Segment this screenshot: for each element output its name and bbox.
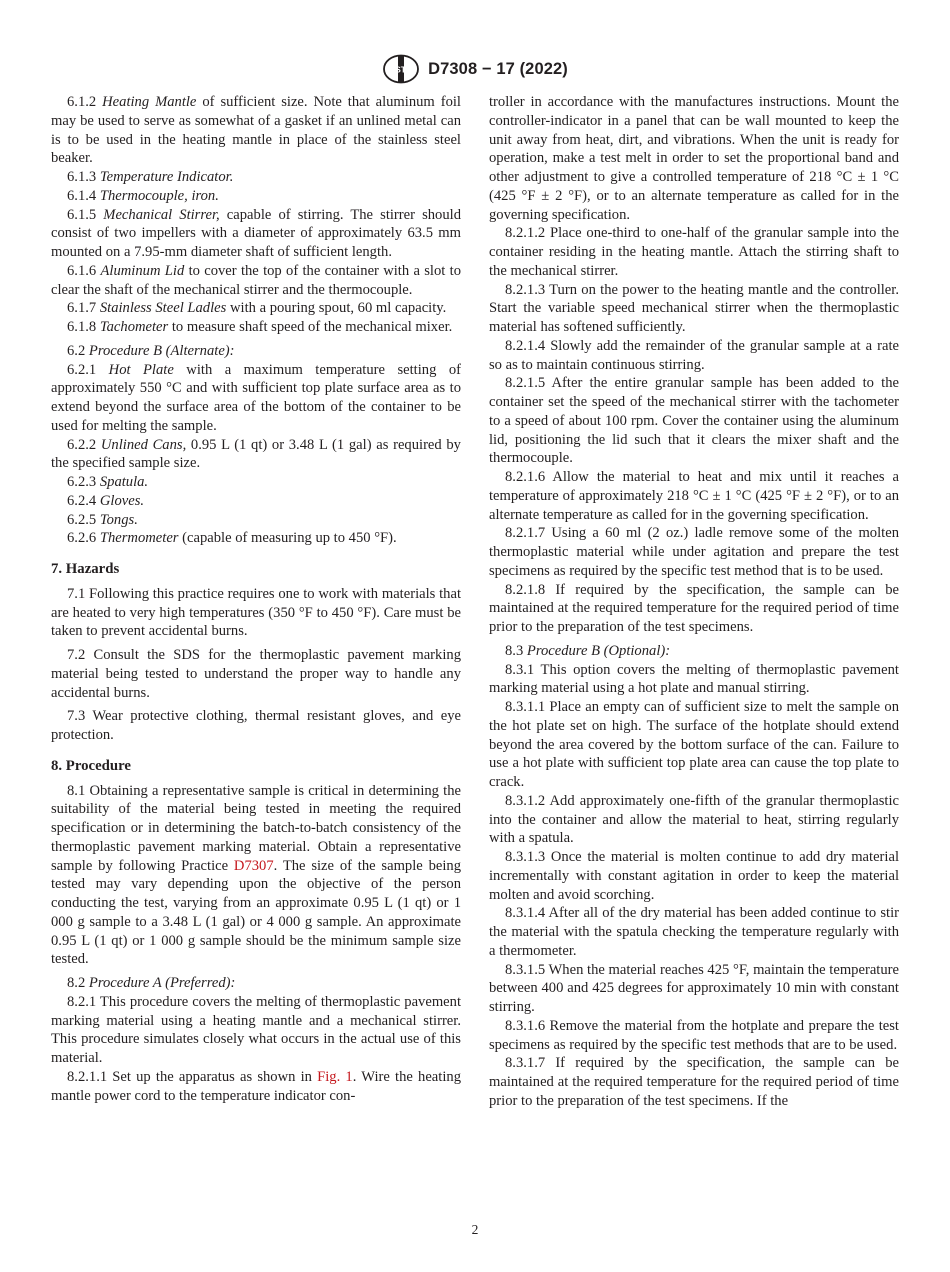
- para-8-2: 8.2 Procedure A (Preferred):: [67, 975, 236, 991]
- para-8-3-1-1: 8.3.1.1 Place an empty can of sufficient size to melt the sample on the hot plate set on high. The surface of the hotplate should extend beyond the area covered by the bottom surface of the can. Failure to use a hot plate with sufficient top plate area can cause the top plate to crack.: [489, 699, 899, 790]
- para-8-3: 8.3 Procedure B (Optional):: [505, 642, 671, 659]
- para-6-1-2: 6.1.2 Heating Mantle of sufficient size. Note that aluminum foil may be used to serve as somewhat of a gasket if an unlined metal can is to be used in the heating mantle in place of the stainless steel beaker.: [51, 94, 461, 167]
- para-6-2-1: 6.2.1 Hot Plate with a maximum temperature setting of approximately 550 °C and with sufficient top plate surface area as to extend beyond the surface area of the bottom of the container to be used for melting the sample.: [51, 361, 461, 434]
- svg-text:ASTM: ASTM: [389, 64, 414, 75]
- para-7-3: 7.3 Wear protective clothing, thermal resistant gloves, and eye protection.: [51, 708, 461, 743]
- document-designation: D7308 − 17 (2022): [428, 59, 568, 78]
- para-8-2-1-6: 8.2.1.6 Allow the material to heat and mix until it reaches a temperature of approximately 218 °C ± 1 °C (425 °F ± 2 °F), or to an alternate temperature as called for in the governing specification.: [489, 469, 899, 523]
- page-header: [0, 54, 950, 84]
- link-fig-1[interactable]: Fig. 1: [317, 1068, 353, 1085]
- para-8-2-1-8: 8.2.1.8 If required by the specification, the sample can be maintained at the required temperature for the required period of time prior to the preparation of the test specimens.: [489, 581, 899, 635]
- para-6-1-3: 6.1.3 Temperature Indicator.: [67, 169, 234, 185]
- page-number: 2: [471, 1222, 479, 1237]
- para-7-1: 7.1 Following this practice requires one to work with materials that are heated to very high temperatures (350 °F to 450 °F). Care must be taken to prevent accidental burns.: [51, 585, 461, 640]
- link-d7307[interactable]: D7307: [233, 857, 274, 874]
- section-heading-hazards: 7. Hazards: [51, 561, 120, 577]
- para-8-3-1-7: 8.3.1.7 If required by the specification, the sample can be maintained at the required temperature for the required period of time prior to the preparation of the test specimens. If the: [489, 1055, 899, 1109]
- para-6-2-3: 6.2.3 Spatula.: [67, 474, 149, 490]
- section-heading-procedure: 8. Procedure: [51, 757, 131, 774]
- para-6-2-2: 6.2.2 Unlined Cans, 0.95 L (1 qt) or 3.48 L (1 gal) as required by the specified sample size.: [51, 436, 461, 472]
- left-column: [51, 93, 461, 1105]
- para-6-1-6: 6.1.6 Aluminum Lid to cover the top of the container with a slot to clear the shaft of the mechanical stirrer and the thermocouple.: [51, 262, 461, 298]
- para-8-3-1-5: 8.3.1.5 When the material reaches 425 °F, maintain the temperature between 400 and 425 degrees for approximately 10 min with constant stirring.: [489, 961, 899, 1015]
- para-8-2-1-5: 8.2.1.5 After the entire granular sample has been added to the container set the speed of the mechanical stirrer with the tachometer to a speed of about 100 rpm. Cover the container using the aluminum lid, positioning the lid such that it clears the mixer shaft and the thermocouple.: [489, 375, 899, 467]
- para-6-2-4: 6.2.4 Gloves.: [67, 492, 145, 509]
- para-6-2-6: 6.2.6 Thermometer (capable of measuring up to 450 °F).: [67, 530, 397, 547]
- para-8-2-1-4: 8.2.1.4 Slowly add the remainder of the granular sample at a rate so as to maintain continuous stirring.: [489, 337, 899, 373]
- para-8-3-1-2: 8.3.1.2 Add approximately one-fifth of the granular thermoplastic into the container and allow the material to heat, stirring regularly with a spatula.: [489, 792, 899, 847]
- para-8-2-1-7: 8.2.1.7 Using a 60 ml (2 oz.) ladle remove some of the molten thermoplastic material while under agitation and prepare the test specimens as required by the specific test method that is to be used.: [489, 525, 899, 579]
- para-6-2: 6.2 Procedure B (Alternate):: [67, 342, 235, 359]
- para-8-2-1-1-continued: troller in accordance with the manufactures instructions. Mount the controller-indicator in a panel that can be wall mounted to keep the unit away from heat, dirt, and vibrations. When the unit is ready for operation, make a test melt in order to set the proportional band and other adjustment to give a controlled temperature of 218 °C ± 1 °C (425 °F ± 2 °F), or to an alternate temperature as called for in the governing specification.: [489, 94, 899, 223]
- para-8-3-1-3: 8.3.1.3 Once the material is molten continue to add dry material incrementally with constant agitation in order to keep the material molten and avoid scorching.: [489, 849, 899, 903]
- para-8-2-1-1: 8.2.1.1 Set up the apparatus as shown in Fig. 1. Wire the heating mantle power cord to the temperature indicator con-: [51, 1068, 461, 1104]
- para-8-3-1-4: 8.3.1.4 After all of the dry material has been added continue to stir the material with the spatula checking the temperature regularly with a thermometer.: [489, 905, 899, 959]
- para-6-1-4: 6.1.4 Thermocouple, iron.: [67, 187, 219, 204]
- astm-logo-icon: [382, 54, 420, 84]
- para-6-1-8: 6.1.8 Tachometer to measure shaft speed of the mechanical mixer.: [67, 319, 453, 335]
- para-8-3-1-6: 8.3.1.6 Remove the material from the hotplate and prepare the test specimens as required by the specific test methods that are to be used.: [489, 1017, 899, 1053]
- para-6-1-7: 6.1.7 Stainless Steel Ladles with a pouring spout, 60 ml capacity.: [67, 300, 447, 317]
- para-8-2-1-2: 8.2.1.2 Place one-third to one-half of the granular sample into the container residing in the heating mantle. Attach the stirring shaft to the mechanical stirrer.: [489, 225, 899, 279]
- para-7-2: 7.2 Consult the SDS for the thermoplastic pavement marking material being tested to understand the proper way to handle any accidental burns.: [51, 647, 461, 701]
- para-6-2-5: 6.2.5 Tongs.: [67, 511, 138, 528]
- para-6-1-5: 6.1.5 Mechanical Stirrer, capable of stirring. The stirrer should consist of two impellers with a diameter of approximately 63.5 mm mounted on a 7.95-mm diameter shaft of sufficient length.: [51, 206, 462, 260]
- right-column: [489, 93, 899, 1111]
- para-8-1: 8.1 Obtaining a representative sample is critical in determining the suitability of the material being tested in meeting the required specification or in determining the batch-to-batch consistency of the thermoplastic pavement marking material. Obtain a representative sample by following Practice D7307. The size of the sample being tested may vary depending upon the objective of the person conducting the test, varying from an approximate 0.95 L (1 qt) or 1 000 g sample to a 3.48 L (1 gal) or 4 000 g sample. An approximate 0.95 L (1 qt) or 1 000 g sample should be the minimum sample size tested.: [51, 782, 461, 968]
- para-8-2-1-3: 8.2.1.3 Turn on the power to the heating mantle and the controller. Start the variable speed mechanical stirrer when the thermoplastic material has softened sufficiently.: [489, 281, 899, 335]
- para-8-3-1: 8.3.1 This option covers the melting of thermoplastic pavement marking material using a hot plate and manual stirring.: [489, 661, 899, 697]
- para-8-2-1: 8.2.1 This procedure covers the melting of thermoplastic pavement marking material using a heating mantle and a mechanical stirrer. This procedure simulates closely what occurs in the actual use of this material.: [51, 993, 461, 1066]
